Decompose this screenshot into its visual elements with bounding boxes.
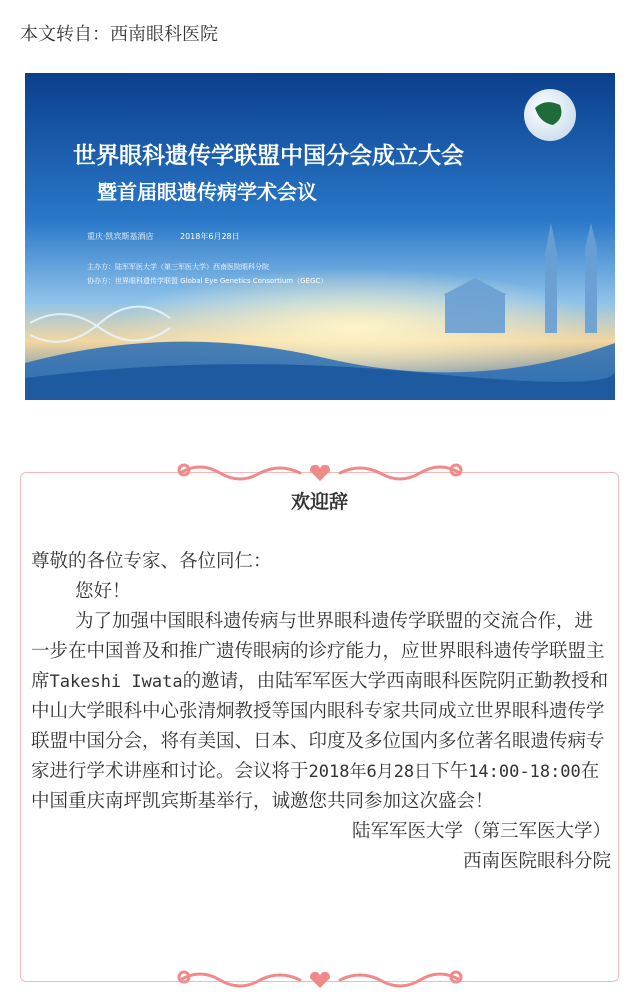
top-ornament-icon <box>170 459 470 487</box>
bottom-ornament-icon <box>170 966 470 994</box>
banner-title: 世界眼科遗传学联盟中国分会成立大会 <box>73 143 464 169</box>
event-time: 14:00-18:00 <box>468 762 581 782</box>
signature-university: 陆军军医大学（第三军医大学） <box>351 821 611 842</box>
banner-date: 2018年6月28日 <box>180 232 240 241</box>
body-text-a: 为了加强中国眼科遗传病与世界眼科遗传学联盟的交流合作，进一步在中国普及和推广遗传眼病的诊疗能力，应世界眼科遗传学联盟主席 <box>31 611 605 692</box>
conference-banner <box>25 73 615 400</box>
source-line: 本文转自：西南眼科医院 <box>20 24 218 45</box>
banner-host: 主办方：陆军军医大学（第三军医大学）西南医院眼科分院 <box>87 263 269 271</box>
banner-venue: 重庆·凯宾斯基酒店 <box>87 232 154 241</box>
body-text-d: 在中国重庆南坪凯宾斯基举行，诚邀您共同参加这次盛会！ <box>31 761 600 812</box>
welcome-letter <box>31 547 611 877</box>
salutation: 尊敬的各位专家、各位同仁： <box>31 551 272 572</box>
banner-subtitle: 暨首届眼遗传病学术会议 <box>97 180 317 204</box>
greeting: 您好！ <box>75 581 131 602</box>
welcome-box <box>20 472 619 982</box>
event-date: 2018年6月28日 <box>308 762 432 782</box>
body-text-b: 的邀请，由陆军军医大学西南眼科医院阴正勤教授和中山大学眼科中心张清炯教授等国内眼科专家共同成立世界眼科遗传学联盟中国分会，将有美国、日本、印度及多位国内多位著名眼遗传病专家进行学术讲座和讨论。会议将于 <box>31 671 609 782</box>
welcome-title: 欢迎辞 <box>290 491 348 513</box>
chairman-name: Takeshi Iwata <box>49 672 183 692</box>
banner-cohost: 协办方：世界眼科遗传学联盟 Global Eye Genetics Consortium（GEGC） <box>87 277 328 285</box>
letter-body <box>31 607 611 817</box>
body-text-c: 下午 <box>431 761 469 782</box>
signature-hospital: 西南医院眼科分院 <box>462 851 611 872</box>
